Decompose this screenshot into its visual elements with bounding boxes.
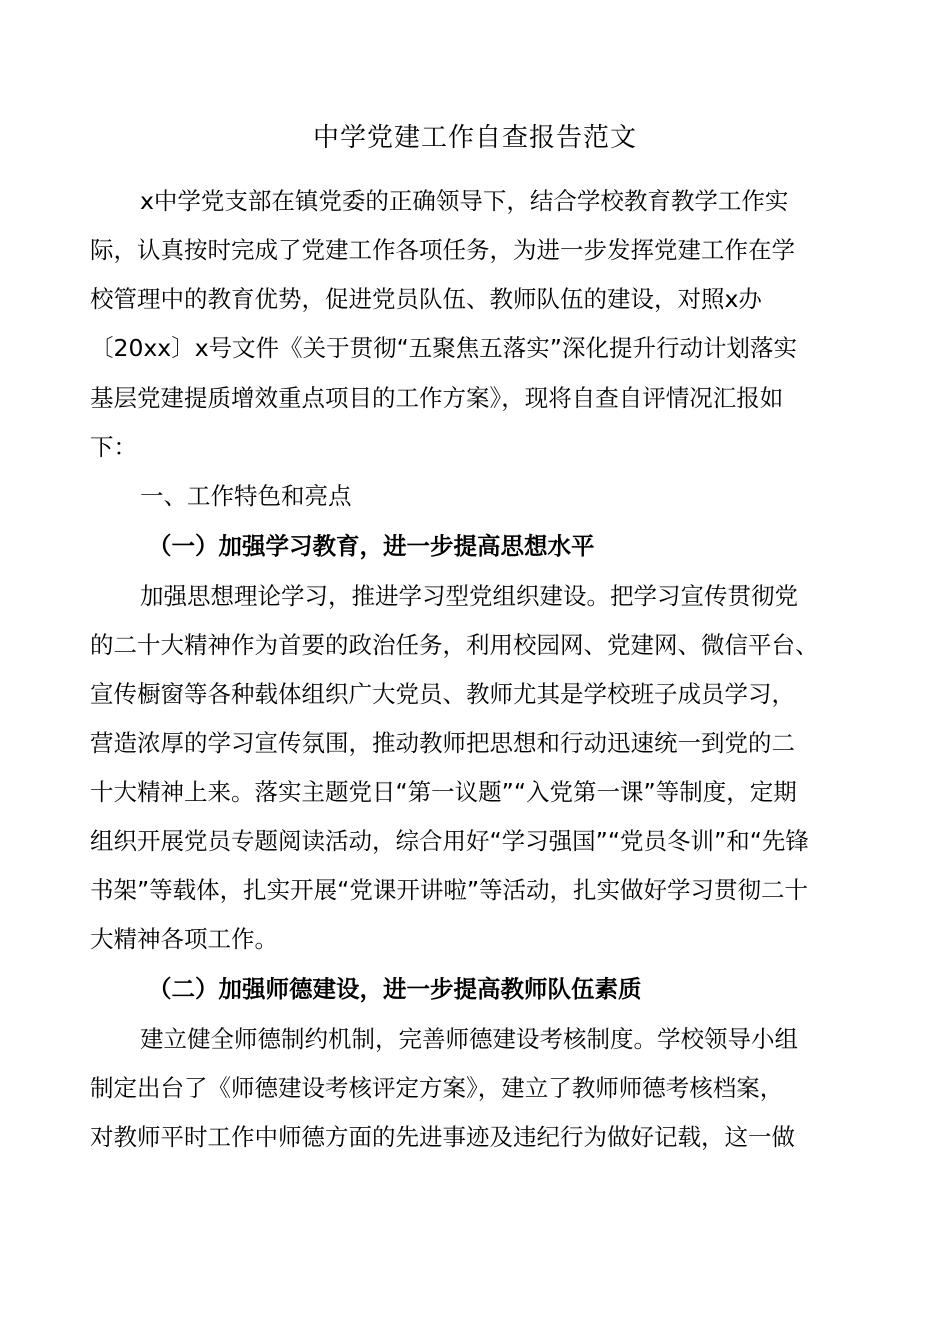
paragraph-line: 制定出台了《师德建设考核评定方案》，建立了教师师德考核档案， <box>90 1074 784 1102</box>
paragraph-line: 组织开展党员专题阅读活动，综合用好“学习强国”“党员冬训”和“先锋 <box>90 827 809 855</box>
paragraph-line: 〔20xx〕x号文件《关于贯彻“五聚焦五落实”深化提升行动计划落实 <box>90 334 797 362</box>
subsection-heading: （二）加强师德建设，进一步提高教师队伍素质 <box>148 975 642 1003</box>
document-title: 中学党建工作自查报告范文 <box>312 123 637 153</box>
paragraph-line: 对教师平时工作中师德方面的先进事迹及违纪行为做好记载，这一做 <box>90 1123 795 1151</box>
section-heading: 一、工作特色和亮点 <box>140 482 352 510</box>
paragraph-line: 校管理中的教育优势，促进党员队伍、教师队伍的建设，对照x办 <box>90 285 762 313</box>
subsection-heading: （一）加强学习教育，进一步提高思想水平 <box>148 532 595 560</box>
paragraph-line: 加强思想理论学习，推进学习型党组织建设。把学习宣传贯彻党 <box>140 582 798 610</box>
paragraph-line: 下： <box>90 433 137 461</box>
paragraph-line: 书架”等载体，扎实开展“党课开讲啦”等活动，扎实做好学习贯彻二十 <box>90 876 809 904</box>
paragraph-line: 十大精神上来。落实主题党日“第一议题”“入党第一课”等制度，定期 <box>90 778 797 806</box>
paragraph-line: 际，认真按时完成了党建工作各项任务，为进一步发挥党建工作在学 <box>90 236 795 264</box>
paragraph-line: 建立健全师德制约机制，完善师德建设考核制度。学校领导小组 <box>140 1025 798 1053</box>
paragraph-line: 营造浓厚的学习宣传氛围，推动教师把思想和行动迅速统一到党的二 <box>90 729 795 757</box>
paragraph-line: x中学党支部在镇党委的正确领导下，结合学校教育教学工作实 <box>140 187 789 215</box>
paragraph-line: 基层党建提质增效重点项目的工作方案》，现将自查自评情况汇报如 <box>90 384 784 412</box>
paragraph-line: 的二十大精神作为首要的政治任务，利用校园网、党建网、微信平台、 <box>90 631 819 659</box>
paragraph-line: 大精神各项工作。 <box>90 925 278 953</box>
paragraph-line: 宣传橱窗等各种载体组织广大党员、教师尤其是学校班子成员学习， <box>90 680 795 708</box>
